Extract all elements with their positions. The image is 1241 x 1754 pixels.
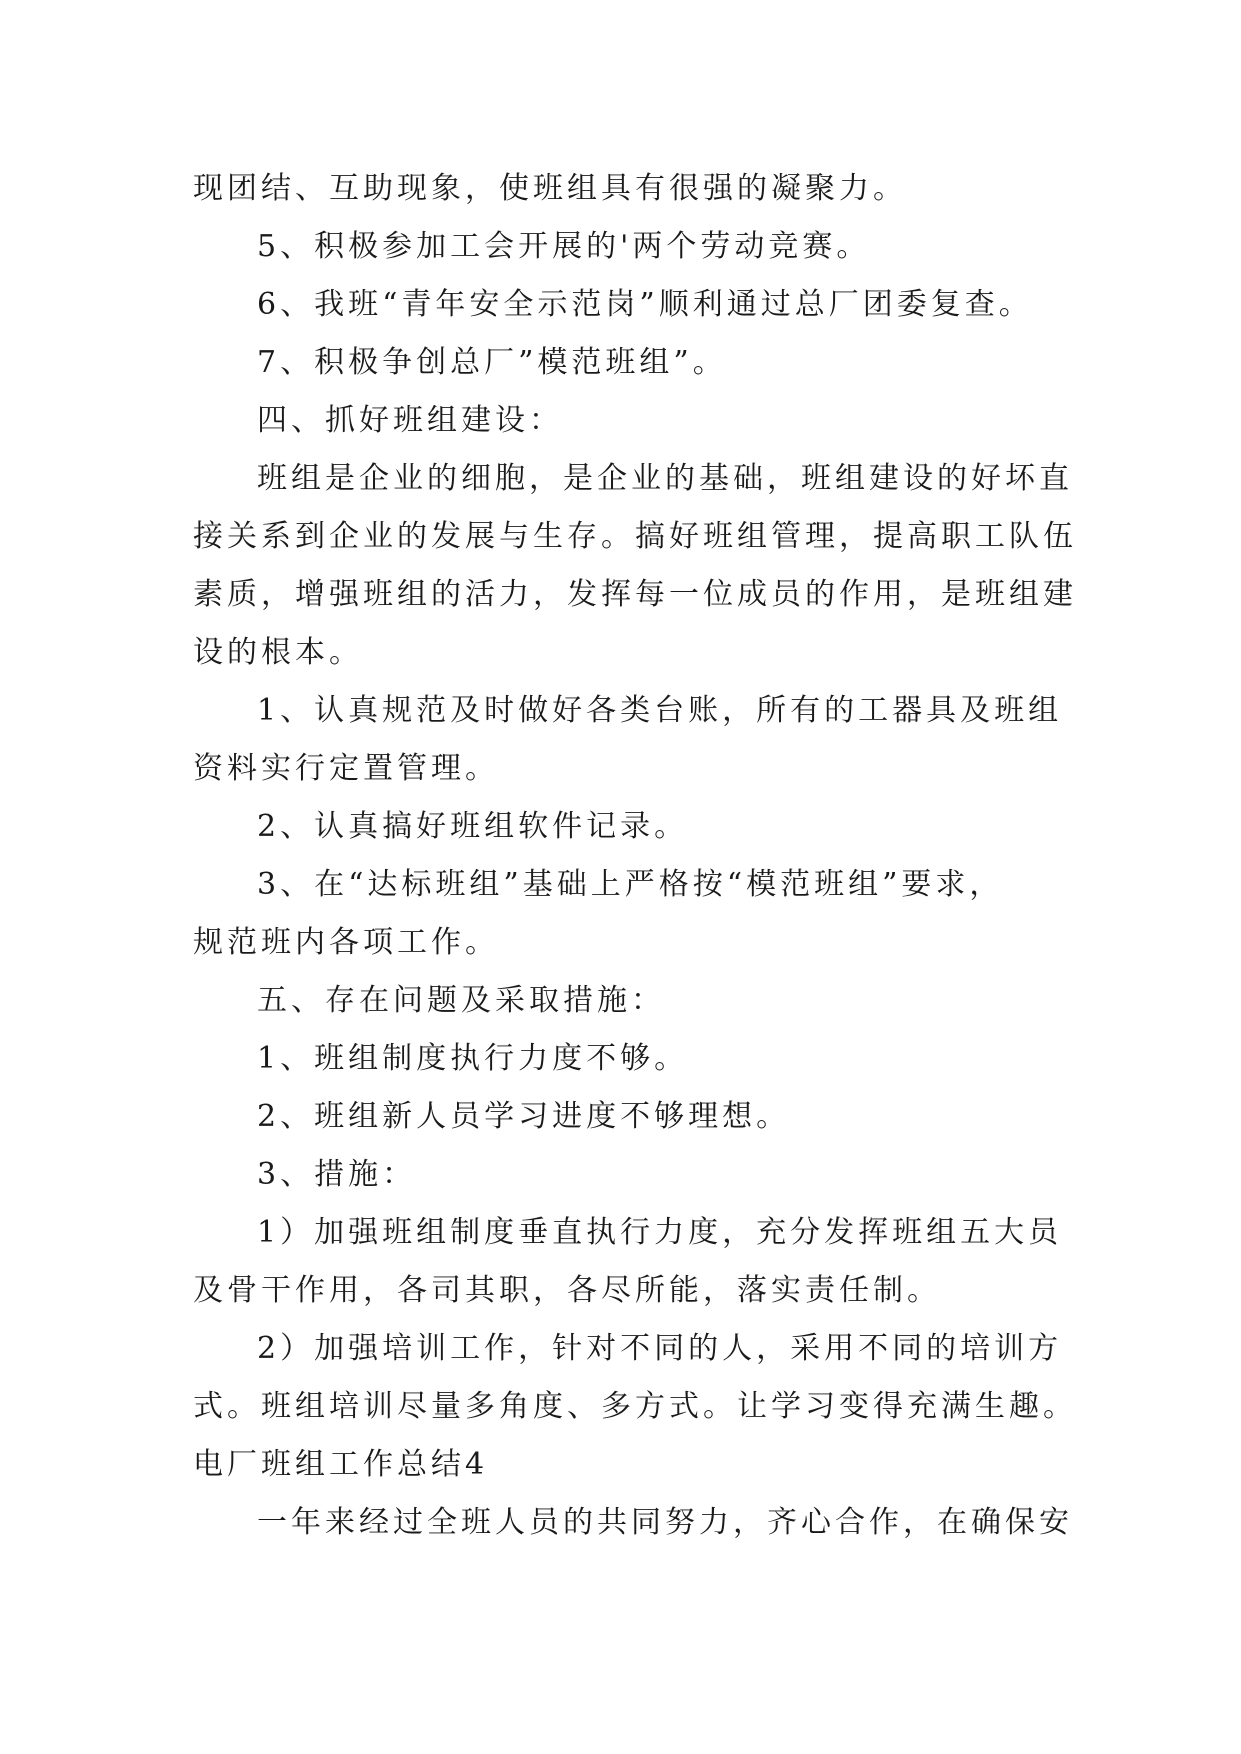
text-line: 2、认真搞好班组软件记录。: [257, 809, 689, 844]
text-line: 1）加强班组制度垂直执行力度，充分发挥班组五大员: [257, 1215, 1063, 1250]
text-line: 5、积极参加工会开展的'两个劳动竞赛。: [257, 229, 871, 264]
text-line: 一年来经过全班人员的共同努力，齐心合作，在确保安: [257, 1505, 1073, 1540]
text-line: 素质，增强班组的活力，发挥每一位成员的作用，是班组建: [193, 577, 1077, 612]
text-line: 1、班组制度执行力度不够。: [257, 1041, 689, 1076]
text-line: 3、在“达标班组”基础上严格按“模范班组”要求，: [257, 867, 1004, 902]
text-line: 四、抓好班组建设：: [257, 403, 563, 438]
text-line: 设的根本。: [193, 635, 363, 670]
text-line: 五、存在问题及采取措施：: [257, 983, 665, 1018]
text-line: 资料实行定置管理。: [193, 751, 499, 786]
text-line: 2）加强培训工作，针对不同的人，采用不同的培训方: [257, 1331, 1063, 1366]
text-line: 2、班组新人员学习进度不够理想。: [257, 1099, 791, 1134]
text-line: 3、措施：: [257, 1157, 417, 1192]
text-line: 1、认真规范及时做好各类台账，所有的工器具及班组: [257, 693, 1063, 728]
document-body: [193, 160, 1077, 1552]
text-line: 班组是企业的细胞，是企业的基础，班组建设的好坏直: [257, 461, 1073, 496]
text-line: 现团结、互助现象，使班组具有很强的凝聚力。: [193, 171, 907, 206]
text-line: 规范班内各项工作。: [193, 925, 499, 960]
text-line: 式。班组培训尽量多角度、多方式。让学习变得充满生趣。: [193, 1389, 1077, 1424]
text-line: 6、我班“青年安全示范岗”顺利通过总厂团委复查。: [257, 287, 1033, 322]
text-line: 7、积极争创总厂”模范班组”。: [257, 345, 727, 380]
text-line: 及骨干作用，各司其职，各尽所能，落实责任制。: [193, 1273, 941, 1308]
text-line: 电厂班组工作总结4: [193, 1447, 489, 1482]
text-line: 接关系到企业的发展与生存。搞好班组管理，提高职工队伍: [193, 519, 1077, 554]
